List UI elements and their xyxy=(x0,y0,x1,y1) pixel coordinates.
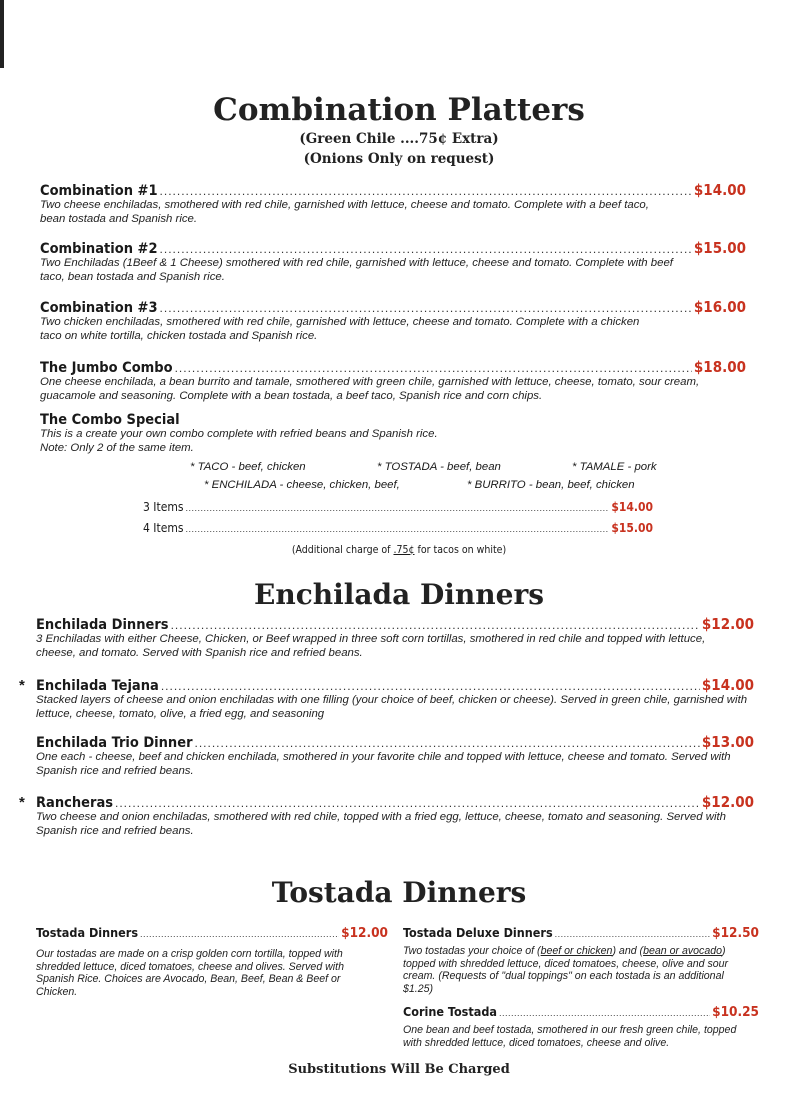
dot-leader xyxy=(140,929,339,939)
dot-leader xyxy=(115,796,700,810)
item-name: Enchilada Dinners xyxy=(36,617,169,633)
tostada-title: Tostada Dinners xyxy=(271,876,527,909)
menu-item-corine-tostada xyxy=(403,1004,759,1049)
menu-item-tostada-deluxe xyxy=(403,925,759,995)
option-tostada: * TOSTADA - beef, bean xyxy=(377,461,501,473)
dot-leader xyxy=(161,679,700,693)
item-description: Two Enchiladas (1Beef & 1 Cheese) smothered with red chile, garnished with lettuce, cheese and tomato. Complete with beef taco, bean tostada and Spanish rice. xyxy=(40,257,673,283)
item-price: $12.00 xyxy=(701,615,754,633)
page-edge-shadow xyxy=(0,0,4,68)
item-price: $18.00 xyxy=(693,358,746,376)
item-price: $14.00 xyxy=(693,181,746,199)
item-description: One bean and beef tostada, smothered in our fresh green chile, topped with shredded lettuce, diced tomatoes, cheese and olive. xyxy=(403,1024,737,1049)
item-description: Stacked layers of cheese and onion enchiladas with one filling (your choice of beef, chicken or cheese). Served in green chile, garnished with lettuce, cheese, tomato, olive, a fried egg, and seasoning xyxy=(36,694,748,720)
combo-3-items-row xyxy=(143,500,653,514)
combo-subtitle-green-chile: (Green Chile ....75¢ Extra) xyxy=(299,131,499,147)
item-price: $12.50 xyxy=(712,925,759,941)
item-price: $14.00 xyxy=(611,500,653,514)
special-description: This is a create your own combo complete with refried beans and Spanish rice. xyxy=(40,428,438,440)
item-price: $13.00 xyxy=(701,733,754,751)
item-price: $15.00 xyxy=(693,239,746,257)
dot-leader xyxy=(175,361,692,375)
item-name: Combination #3 xyxy=(40,300,158,316)
item-description: Two chicken enchiladas, smothered with red chile, garnished with lettuce, cheese and tomato. Complete with a chicken taco on white tortilla, chicken tostada and Spanish rice. xyxy=(40,316,640,342)
item-name: Tostada Dinners xyxy=(36,925,139,940)
combo-subtitle-onions: (Onions Only on request) xyxy=(303,151,495,167)
item-description: Our tostadas are made on a crisp golden corn tortilla, topped with shredded lettuce, diced tomatoes, cheese and olives. Served with Spanish Rice. Choices are Avocado, Bean, Beef, Bean & Beef or Chicken. xyxy=(36,948,344,998)
item-name: 4 Items xyxy=(143,521,184,535)
option-enchilada: * ENCHILADA - cheese, chicken, beef, xyxy=(204,479,400,491)
substitutions-footer: Substitutions Will Be Charged xyxy=(288,1062,510,1077)
item-description: Two cheese enchiladas, smothered with red chile, garnished with lettuce, cheese and tomato. Complete with a beef taco, bean tostada and Spanish rice. xyxy=(40,199,649,225)
special-note: Note: Only 2 of the same item. xyxy=(40,441,194,454)
taco-white-note: (Additional charge of .75¢ for tacos on white) xyxy=(291,544,507,556)
item-description: Two tostadas your choice of (beef or chicken) and (bean or avocado) topped with shredded lettuce, diced tomatoes, cheese, olive and sour cream. (Requests of "dual toppings" on each tostada is an additional $1.25) xyxy=(403,945,729,995)
enchilada-title: Enchilada Dinners xyxy=(254,578,544,611)
dot-leader xyxy=(499,1008,710,1018)
menu-item-combo-special xyxy=(40,412,746,455)
item-name: The Combo Special xyxy=(40,412,180,428)
dot-leader xyxy=(160,301,692,315)
item-price: $10.25 xyxy=(712,1004,759,1020)
dot-leader xyxy=(160,242,692,256)
option-burrito: * BURRITO - bean, beef, chicken xyxy=(467,479,635,491)
dot-leader xyxy=(171,618,700,632)
item-name: Rancheras xyxy=(36,795,114,811)
item-name: 3 Items xyxy=(143,500,184,514)
item-price: $14.00 xyxy=(701,676,754,694)
item-price: $16.00 xyxy=(693,298,746,316)
item-name: Combination #1 xyxy=(40,183,158,199)
menu-item-tostada-dinners xyxy=(36,925,388,998)
dot-leader xyxy=(160,184,692,198)
menu-item-enchilada-trio xyxy=(36,733,754,778)
item-name: Combination #2 xyxy=(40,241,158,257)
item-name: The Jumbo Combo xyxy=(40,360,173,376)
house-special-star: * xyxy=(19,677,25,694)
item-price: $12.00 xyxy=(341,925,388,941)
dot-leader xyxy=(186,524,610,534)
item-description: One cheese enchilada, a bean burrito and tamale, smothered with green chile, garnished with lettuce, cheese, tomato, sour cream, guacamole and seasoning. Complete with a bean tostada, a beef taco, Spanish rice and corn chips. xyxy=(40,376,700,402)
item-name: Corine Tostada xyxy=(403,1004,497,1019)
dot-leader xyxy=(555,929,710,939)
dot-leader xyxy=(186,503,610,513)
dot-leader xyxy=(195,736,700,750)
house-special-star: * xyxy=(19,794,25,811)
menu-item-jumbo-combo xyxy=(40,358,746,403)
item-description: One each - cheese, beef and chicken enchilada, smothered in your favorite chile and topped with lettuce, cheese and tomato. Served with Spanish rice and refried beans. xyxy=(36,751,731,777)
item-description: 3 Enchiladas with either Cheese, Chicken, or Beef wrapped in three soft corn tortillas, smothered in red chile and topped with lettuce, cheese, and tomato. Served with Spanish rice and refried beans. xyxy=(36,633,706,659)
option-tamale: * TAMALE - pork xyxy=(572,461,657,473)
combo-4-items-row xyxy=(143,521,653,535)
menu-item-combo-1 xyxy=(40,181,746,226)
item-price: $15.00 xyxy=(611,521,653,535)
item-name: Tostada Deluxe Dinners xyxy=(403,925,553,940)
menu-item-rancheras xyxy=(36,793,754,838)
menu-item-enchilada-tejana xyxy=(36,676,754,721)
item-price: $12.00 xyxy=(701,793,754,811)
item-name: Enchilada Trio Dinner xyxy=(36,735,193,751)
item-description: Two cheese and onion enchiladas, smothered with red chile, topped with a fried egg, lettuce, cheese, tomato and seasoning. Served with Spanish rice and refried beans. xyxy=(36,811,726,837)
menu-item-combo-3 xyxy=(40,298,746,343)
menu-item-enchilada-dinners xyxy=(36,615,754,660)
item-name: Enchilada Tejana xyxy=(36,678,159,694)
menu-item-combo-2 xyxy=(40,239,746,284)
note-amount: .75¢ xyxy=(393,544,415,556)
option-taco: * TACO - beef, chicken xyxy=(190,461,306,473)
combo-title: Combination Platters xyxy=(213,92,585,128)
